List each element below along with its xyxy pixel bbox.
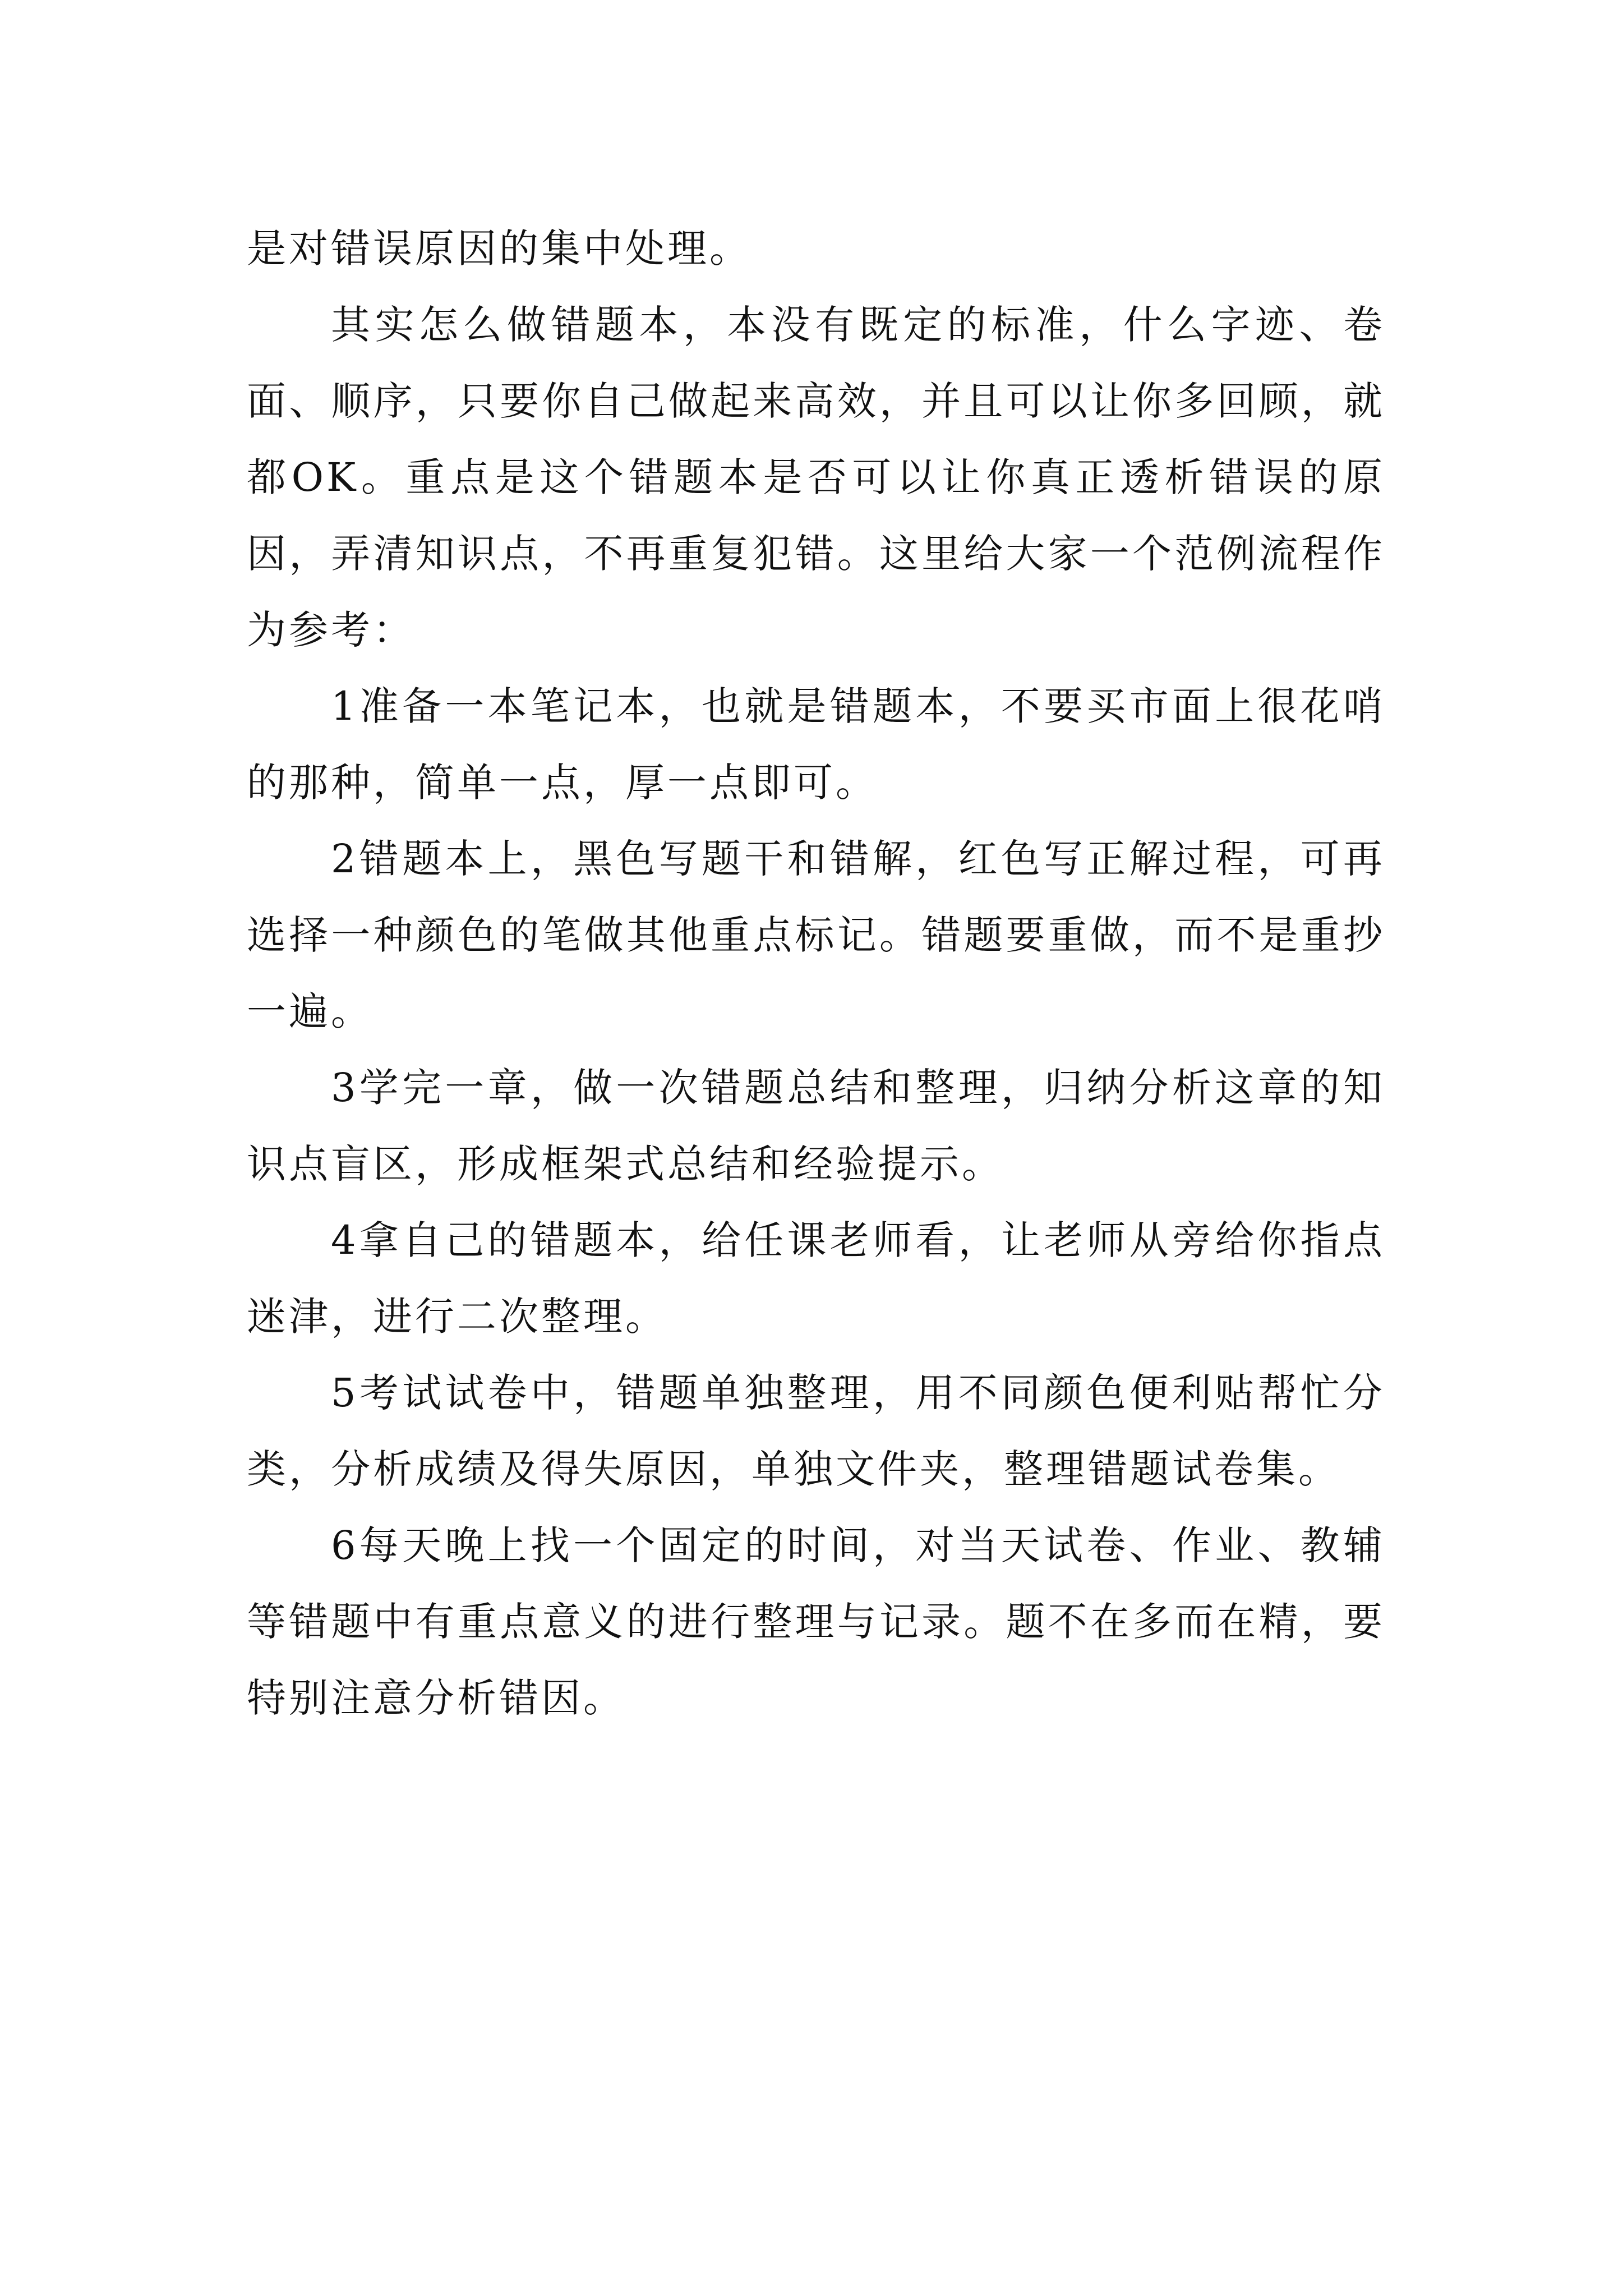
paragraph-continuation: 是对错误原因的集中处理。: [247, 226, 751, 272]
paragraph-step-4: 4拿自己的错题本，给任课老师看，让老师从旁给你指点迷津，进行二次整理。: [247, 1217, 1385, 1340]
paragraph-step-6: 6每天晚上找一个固定的时间，对当天试卷、作业、教辅等错题中有重点意义的进行整理与记录。题不在多而在精，要特别注意分析错因。: [247, 1522, 1385, 1721]
paragraph-step-2: 2错题本上，黑色写题干和错解，红色写正解过程，可再选择一种颜色的笔做其他重点标记。错题要重做，而不是重抄一遍。: [247, 836, 1385, 1034]
document-body: [247, 210, 1385, 1736]
paragraph-intro: 其实怎么做错题本，本没有既定的标准，什么字迹、卷面、顺序，只要你自己做起来高效，并且可以让你多回顾，就都OK。重点是这个错题本是否可以让你真正透析错误的原因，弄清知识点，不再重复犯错。这里给大家一个范例流程作为参考：: [247, 302, 1385, 653]
paragraph-step-5: 5考试试卷中，错题单独整理，用不同颜色便利贴帮忙分类，分析成绩及得失原因，单独文件夹，整理错题试卷集。: [247, 1370, 1385, 1492]
paragraph-step-1: 1准备一本笔记本，也就是错题本，不要买市面上很花哨的那种，简单一点，厚一点即可。: [247, 683, 1385, 806]
paragraph-step-3: 3学完一章，做一次错题总结和整理，归纳分析这章的知识点盲区，形成框架式总结和经验提示。: [247, 1065, 1385, 1187]
